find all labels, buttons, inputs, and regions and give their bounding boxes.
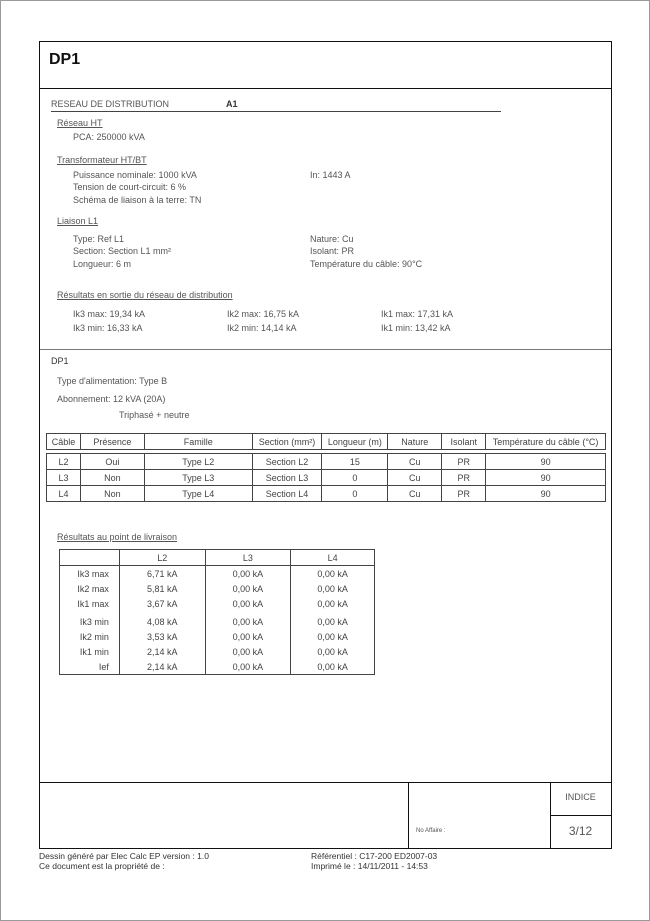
cell: Section L2 [252,454,322,470]
drawing-frame [39,41,612,849]
table-row [60,629,375,644]
network-header-value: A1 [226,99,238,109]
row-label: Ik2 min [60,629,120,644]
network-header-rule [51,111,501,112]
table-row [60,644,375,659]
ht-title: Réseau HT [57,118,103,128]
table-row [47,470,606,486]
link-nature: Nature: Cu [310,234,354,244]
cell: Section L3 [252,470,322,486]
property-of: Ce document est la propriété de : [39,861,165,871]
cell: L2 [47,454,81,470]
result-ik1min: Ik1 min: 13,42 kA [381,323,451,333]
col-header-l4: L4 [291,550,375,566]
referential: Référentiel : C17-200 ED2007-03 [311,851,438,861]
cell: 0,00 kA [291,581,375,596]
table-row [47,454,606,470]
cell: 0,00 kA [291,566,375,582]
cell: 90 [486,470,606,486]
page-title: DP1 [49,51,81,68]
cell: 2,14 kA [119,644,205,659]
col-header-temperature: Température du câble (°C) [486,434,606,450]
cell: 0,00 kA [205,566,291,582]
row-label: Ik3 min [60,614,120,629]
cell: 0 [322,470,388,486]
cell: 0 [322,486,388,502]
phase-type: Triphasé + neutre [119,410,190,420]
result-ik2min: Ik2 min: 14,14 kA [227,323,297,333]
col-header-insulation: Isolant [442,434,486,450]
result-ik2max: Ik2 max: 16,75 kA [227,309,300,319]
cell: 0,00 kA [205,659,291,675]
row-label: Ik3 max [60,566,120,582]
cell: 15 [322,454,388,470]
transformer-earth: Schéma de liaison à la terre: TN [73,195,202,205]
row-label: Ief [60,659,120,675]
cell: Non [80,486,144,502]
cell: 0,00 kA [291,614,375,629]
row-label: Ik2 max [60,581,120,596]
cell: 0,00 kA [291,629,375,644]
cell: 5,81 kA [119,581,205,596]
cell: L4 [47,486,81,502]
delivery-table-header [60,550,375,566]
results-title: Résultats en sortie du réseau de distribution [57,290,233,300]
link-title: Liaison L1 [57,216,99,226]
table-row [60,581,375,596]
cell: Non [80,470,144,486]
table-row [60,659,375,675]
affaire-label: No Affaire : [416,828,446,834]
cell: Type L3 [144,470,252,486]
cell: Cu [388,486,442,502]
col-header-presence: Présence [80,434,144,450]
col-header-l2: L2 [119,550,205,566]
col-header-section: Section (mm²) [252,434,322,450]
link-length: Longueur: 6 m [73,259,132,269]
cell: 0,00 kA [291,659,375,675]
link-type: Type: Ref L1 [73,234,125,244]
transformer-title: Transformateur HT/BT [57,155,147,165]
transformer-voltage: Tension de court-circuit: 6 % [73,182,187,192]
footer-divider-1 [408,783,409,849]
cable-table [46,433,606,502]
subscription: Abonnement: 12 kVA (20A) [57,394,166,404]
cell: Oui [80,454,144,470]
transformer-in: In: 1443 A [310,170,351,180]
table-row [60,614,375,629]
cell: Type L4 [144,486,252,502]
link-temperature: Température du câble: 90°C [310,259,423,269]
cell: 90 [486,486,606,502]
printed-on: Imprimé le : 14/11/2011 - 14:53 [311,861,428,871]
table-row [60,566,375,582]
cable-table-header [47,434,606,450]
link-insulation: Isolant: PR [310,246,355,256]
dp-title: DP1 [51,356,69,366]
table-row [47,486,606,502]
cell: 90 [486,454,606,470]
cell: PR [442,486,486,502]
ht-pca: PCA: 250000 kVA [73,132,145,142]
delivery-table [59,549,375,675]
cell: PR [442,454,486,470]
cell: Cu [388,470,442,486]
transformer-power: Puissance nominale: 1000 kVA [73,170,197,180]
cell: 6,71 kA [119,566,205,582]
indice-label: INDICE [565,792,596,802]
link-section: Section: Section L1 mm² [73,246,172,256]
cell: 2,14 kA [119,659,205,675]
cell: 0,00 kA [205,629,291,644]
result-ik1max: Ik1 max: 17,31 kA [381,309,454,319]
cell: 0,00 kA [205,581,291,596]
supply-type: Type d'alimentation: Type B [57,376,168,386]
footer-block [40,782,611,849]
section-divider [40,349,611,350]
cell: 0,00 kA [291,596,375,611]
cell: 0,00 kA [291,644,375,659]
row-label: Ik1 min [60,644,120,659]
cell: 3,67 kA [119,596,205,611]
col-header-cable: Câble [47,434,81,450]
page-number: 3/12 [568,824,593,838]
title-block [40,42,611,89]
network-header-label: RESEAU DE DISTRIBUTION [51,99,170,109]
col-header-nature: Nature [388,434,442,450]
cell: Section L4 [252,486,322,502]
footer-divider-3 [550,815,611,816]
col-header-l3: L3 [205,550,291,566]
row-label: Ik1 max [60,596,120,611]
delivery-title: Résultats au point de livraison [57,532,178,542]
col-header-family: Famille [144,434,252,450]
cell: Cu [388,454,442,470]
table-row [60,596,375,611]
col-header-blank [60,550,120,566]
cell: 3,53 kA [119,629,205,644]
cell: Type L2 [144,454,252,470]
cell: 0,00 kA [205,644,291,659]
cell: 0,00 kA [205,614,291,629]
cell: PR [442,470,486,486]
result-ik3max: Ik3 max: 19,34 kA [73,309,146,319]
result-ik3min: Ik3 min: 16,33 kA [73,323,143,333]
cell: 0,00 kA [205,596,291,611]
cell: 4,08 kA [119,614,205,629]
col-header-length: Longueur (m) [322,434,388,450]
cell: L3 [47,470,81,486]
generated-by: Dessin généré par Elec Calc EP version : 1.0 [39,851,209,861]
